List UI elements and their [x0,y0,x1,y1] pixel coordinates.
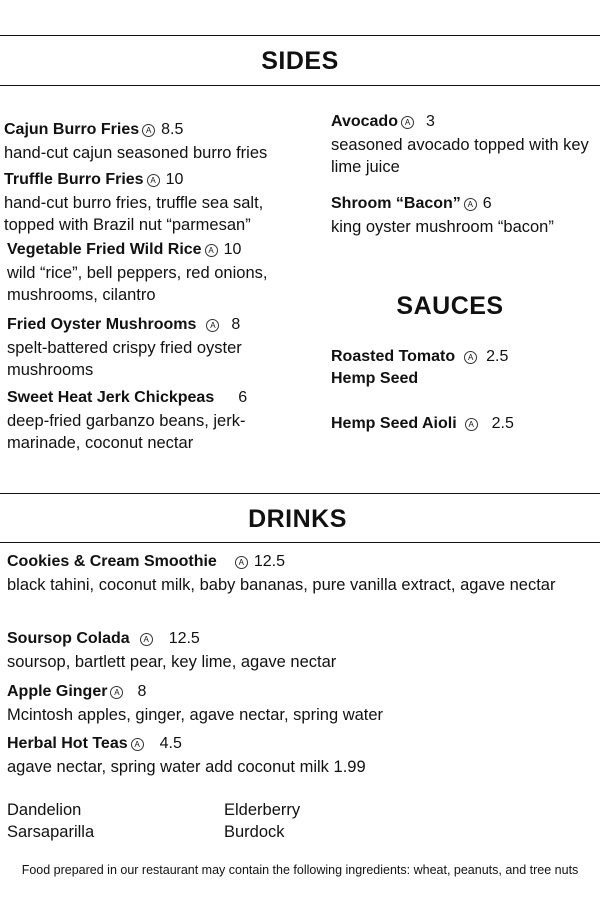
allergen-icon: A [147,174,160,187]
menu-item-roasted-tomato-hemp-seed [331,348,508,366]
item-description: king oyster mushroom “bacon” [331,218,554,236]
item-description: wild “rice”, bell peppers, red onions, mushrooms, cilantro [7,264,268,304]
item-name: Avocado [331,113,398,130]
item-price: 8 [137,683,147,700]
allergen-icon: A [464,351,477,364]
tea-variety: Burdock [224,823,285,841]
allergen-icon: A [205,244,218,257]
item-price: 10 [223,241,242,258]
item-description: seasoned avocado topped with key lime juice [331,136,589,176]
menu-item-shroom-bacon [331,195,492,213]
item-name: Soursop Colada [7,630,130,647]
drinks-heading: DRINKS [248,505,347,533]
allergen-disclaimer: Food prepared in our restaurant may contain the following ingredients: wheat, peanuts, and tree nuts [21,863,579,877]
item-price: 2.5 [486,348,509,365]
item-name: Cookies & Cream Smoothie [7,553,217,570]
item-description: hand-cut cajun seasoned burro fries [4,144,268,162]
menu-item-avocado [331,113,435,131]
item-price: 2.5 [491,415,514,432]
item-price: 6 [238,389,248,406]
item-name: Hemp Seed [331,370,419,387]
allergen-icon: A [465,418,478,431]
allergen-icon: A [140,633,153,646]
item-description: deep-fried garbanzo beans, jerk-marinade, coconut nectar [7,412,246,452]
menu-item-fried-oyster-mushrooms [7,316,240,334]
item-name: Vegetable Fried Wild Rice [7,241,202,258]
sides-heading: SIDES [261,47,339,75]
item-name: Roasted Tomato [331,348,456,365]
menu-item-truffle-burro-fries [4,171,183,189]
sauces-heading: SAUCES [396,292,504,320]
item-description: black tahini, coconut milk, baby bananas, pure vanilla extract, agave nectar [7,576,556,594]
drinks-heading-rule [0,542,600,543]
menu-item-hemp-seed-aioli [331,415,514,433]
drinks-top-rule [0,493,600,494]
sides-heading-rule [0,85,600,86]
item-price: 6 [482,195,492,212]
menu-item-apple-ginger [7,683,146,701]
item-name: Truffle Burro Fries [4,171,144,188]
tea-variety: Elderberry [224,801,301,819]
tea-variety: Sarsaparilla [7,823,95,841]
item-name: Herbal Hot Teas [7,735,128,752]
allergen-icon: A [206,319,219,332]
item-name: Cajun Burro Fries [4,121,140,138]
menu-item-cookies-cream-smoothie [7,553,285,571]
menu-item-sweet-heat-jerk-chickpeas [7,389,247,407]
menu-item-cajun-burro-fries [4,121,183,139]
item-name: Hemp Seed Aioli [331,415,457,432]
item-name: Shroom “Bacon” [331,195,461,212]
item-name: Fried Oyster Mushrooms [7,316,197,333]
item-price: 4.5 [159,735,182,752]
item-name-line-2 [331,370,418,388]
item-description: hand-cut burro fries, truffle sea salt, topped with Brazil nut “parmesan” [4,194,264,234]
item-name: Apple Ginger [7,683,108,700]
allergen-icon: A [110,686,123,699]
item-description: agave nectar, spring water add coconut milk 1.99 [7,758,366,776]
allergen-icon: A [235,556,248,569]
allergen-icon: A [401,116,414,129]
item-price: 10 [165,171,184,188]
item-description: Mcintosh apples, ginger, agave nectar, spring water [7,706,384,724]
item-price: 12.5 [168,630,200,647]
item-price: 8 [231,316,241,333]
item-price: 8.5 [161,121,184,138]
item-price: 3 [425,113,435,130]
item-name: Sweet Heat Jerk Chickpeas [7,389,215,406]
menu-item-herbal-hot-teas [7,735,182,753]
item-description: spelt-battered crispy fried oyster mushrooms [7,339,242,379]
allergen-icon: A [142,124,155,137]
allergen-icon: A [131,738,144,751]
item-price: 12.5 [253,553,285,570]
menu-item-vegetable-fried-wild-rice [7,241,241,259]
item-description: soursop, bartlett pear, key lime, agave nectar [7,653,337,671]
top-rule [0,35,600,36]
menu-item-soursop-colada [7,630,200,648]
allergen-icon: A [464,198,477,211]
tea-variety: Dandelion [7,801,82,819]
